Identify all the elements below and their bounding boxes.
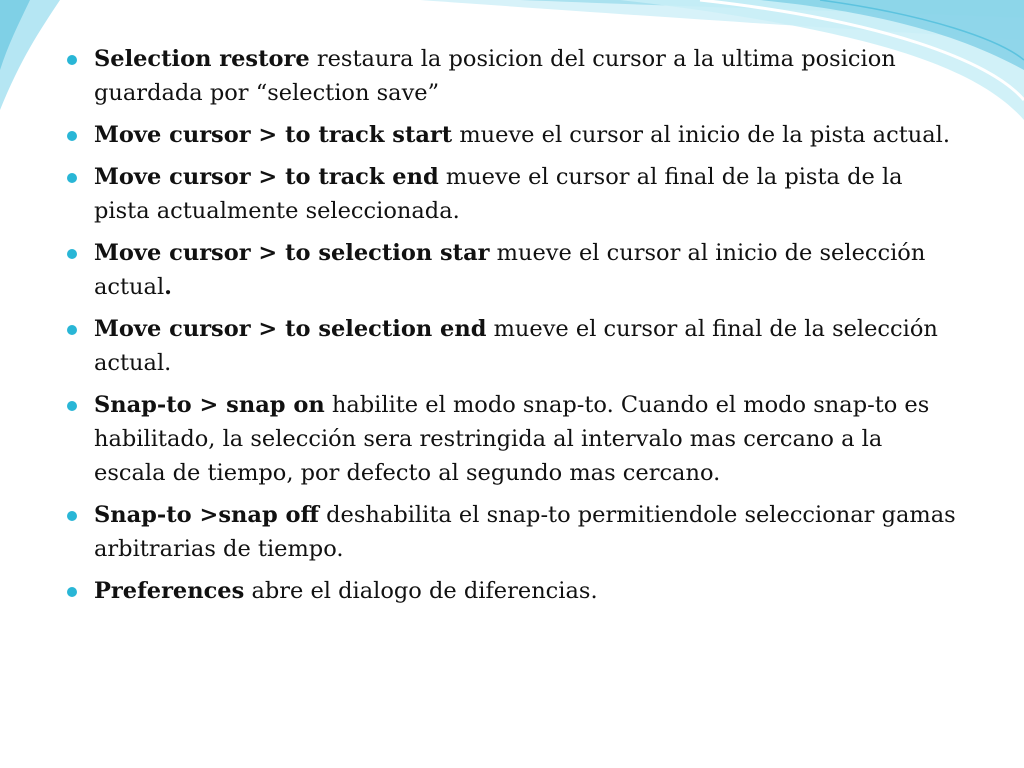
bullet-text: mueve el cursor al final de la pista de la pista actualmente seleccionada. [94,164,903,224]
list-item [60,42,960,110]
bullet-term: Preferences [94,578,245,604]
bullet-term: Move cursor > to selection end [94,316,487,342]
bullet-icon [67,173,77,183]
list-item [60,574,960,608]
bullet-term: Move cursor > to selection star [94,240,490,266]
bullet-icon [67,587,77,597]
bullet-term: Snap-to >snap off [94,502,319,528]
bullet-text: mueve el cursor al inicio de selección actual [94,240,926,300]
bullet-term: Selection restore [94,46,310,72]
list-item [60,388,960,490]
bullet-term: Move cursor > to track end [94,164,439,190]
bullet-icon [67,55,77,65]
bullet-term: Snap-to > snap on [94,392,325,418]
list-item [60,118,960,152]
bullet-icon [67,401,77,411]
list-item [60,160,960,228]
bullet-text: abre el dialogo de diferencias. [244,578,598,604]
list-item [60,498,960,566]
bullet-icon [67,249,77,259]
bullet-suffix: . [164,274,173,300]
bullet-icon [67,511,77,521]
bullet-text: deshabilita el snap-to permitiendole seleccionar gamas arbitrarias de tiempo. [94,502,956,562]
bullet-icon [67,131,77,141]
bullet-text: mueve el cursor al inicio de la pista actual. [452,122,950,148]
bullet-list [60,42,960,616]
bullet-text: mueve el cursor al final de la selección actual. [94,316,938,376]
bullet-text: restaura la posicion del cursor a la ultima posicion guardada por “selection save” [94,46,896,106]
bullet-icon [67,325,77,335]
list-item [60,236,960,304]
bullet-term: Move cursor > to track start [94,122,453,148]
bullet-text: habilite el modo snap-to. Cuando el modo snap-to es habilitado, la selección sera restringida al intervalo mas cercano a la escala de tiempo, por defecto al segundo mas cercano. [94,392,930,486]
list-item [60,312,960,380]
